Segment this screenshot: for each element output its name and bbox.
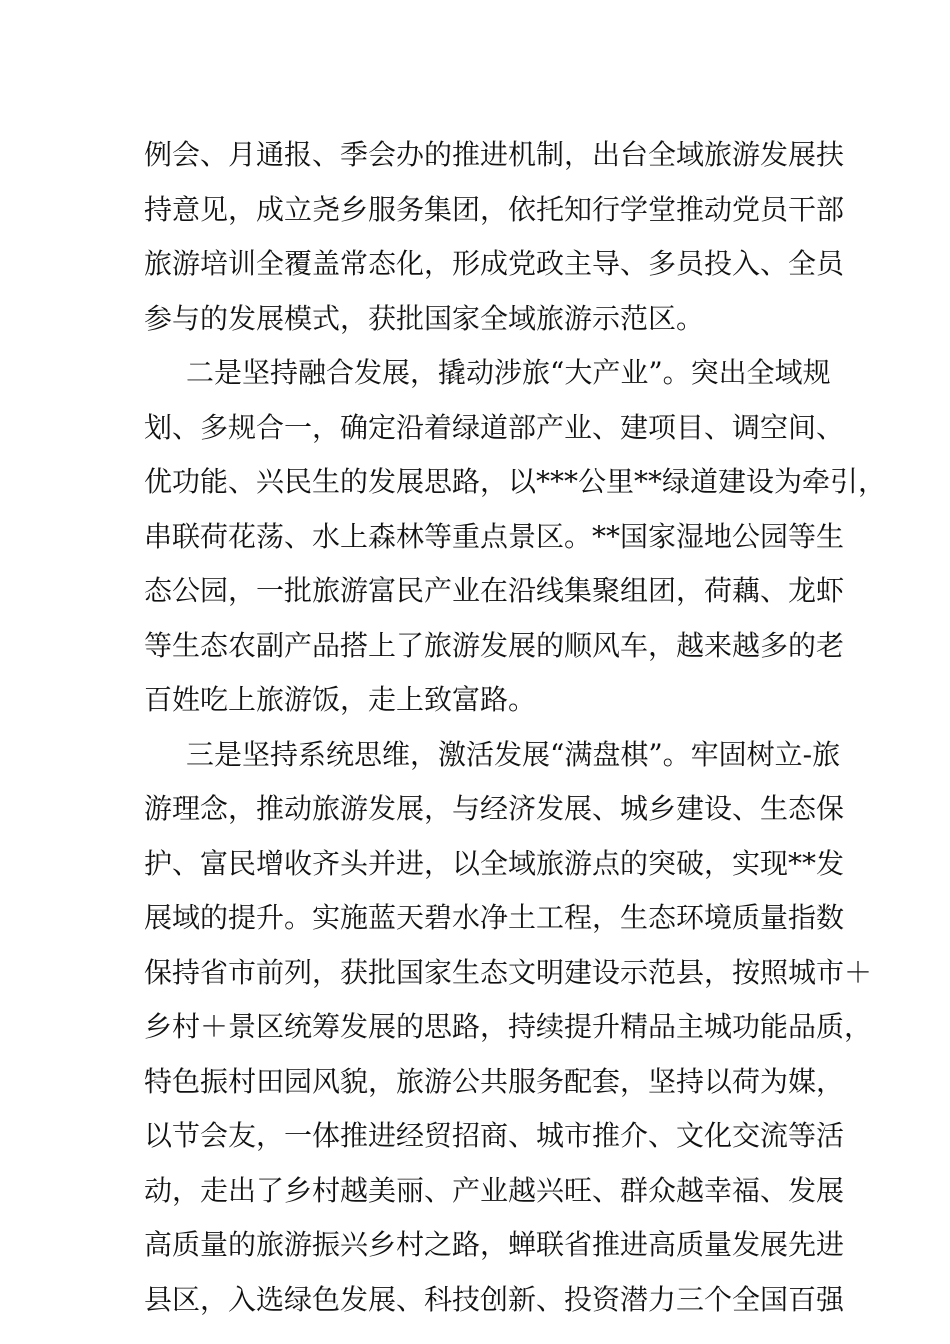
text-line: 持意见，成立尧乡服务集团，依托知行学堂推动党员干部 (144, 192, 845, 226)
text-line: 优功能、兴民生的发展思路，以***公里**绿道建设为牵引， (144, 465, 887, 498)
text-line: 以节会友，一体推进经贸招商、城市推介、文化交流等活 (144, 1119, 845, 1152)
text-line: 动，走出了乡村越美丽、产业越兴旺、群众越幸福、发展 (144, 1173, 845, 1207)
text-line: 参与的发展模式，获批国家全域旅游示范区。 (144, 301, 705, 335)
text-line: 特色振村田园风貌，旅游公共服务配套，坚持以荷为媒， (144, 1064, 845, 1098)
text-line: 展域的提升。实施蓝天碧水净土工程，生态环境质量指数 (144, 901, 845, 934)
text-line: 例会、月通报、季会办的推进机制，出台全域旅游发展扶 (144, 138, 845, 171)
paragraph-start-line: 二是坚持融合发展，撬动涉旅“大产业”。突出全域规 (186, 356, 831, 389)
text-line: 游理念，推动旅游发展，与经济发展、城乡建设、生态保 (144, 792, 845, 825)
text-line: 县区，入选绿色发展、科技创新、投资潜力三个全国百强 (144, 1282, 845, 1316)
text-line: 串联荷花荡、水上森林等重点景区。**国家湿地公园等生 (144, 519, 845, 553)
text-line: 百姓吃上旅游饭，走上致富路。 (144, 683, 537, 716)
paragraph-start-line: 三是坚持系统思维，激活发展“满盘棋”。牢固树立-旅 (186, 737, 841, 771)
text-line: 护、富民增收齐头并进，以全域旅游点的突破，实现**发 (144, 846, 845, 880)
text-line: 乡村＋景区统筹发展的思路，持续提升精品主城功能品质， (144, 1010, 873, 1043)
body-text (144, 128, 887, 1327)
text-line: 高质量的旅游振兴乡村之路，蝉联省推进高质量发展先进 (144, 1228, 845, 1261)
text-line: 划、多规合一，确定沿着绿道部产业、建项目、调空间、 (144, 410, 845, 444)
text-line: 旅游培训全覆盖常态化，形成党政主导、多员投入、全员 (144, 247, 845, 280)
text-line: 等生态农副产品搭上了旅游发展的顺风车，越来越多的老 (144, 628, 845, 662)
text-line: 态公园，一批旅游富民产业在沿线集聚组团，荷藕、龙虾 (144, 574, 845, 607)
text-line: 保持省市前列，获批国家生态文明建设示范县，按照城市＋ (144, 955, 873, 989)
